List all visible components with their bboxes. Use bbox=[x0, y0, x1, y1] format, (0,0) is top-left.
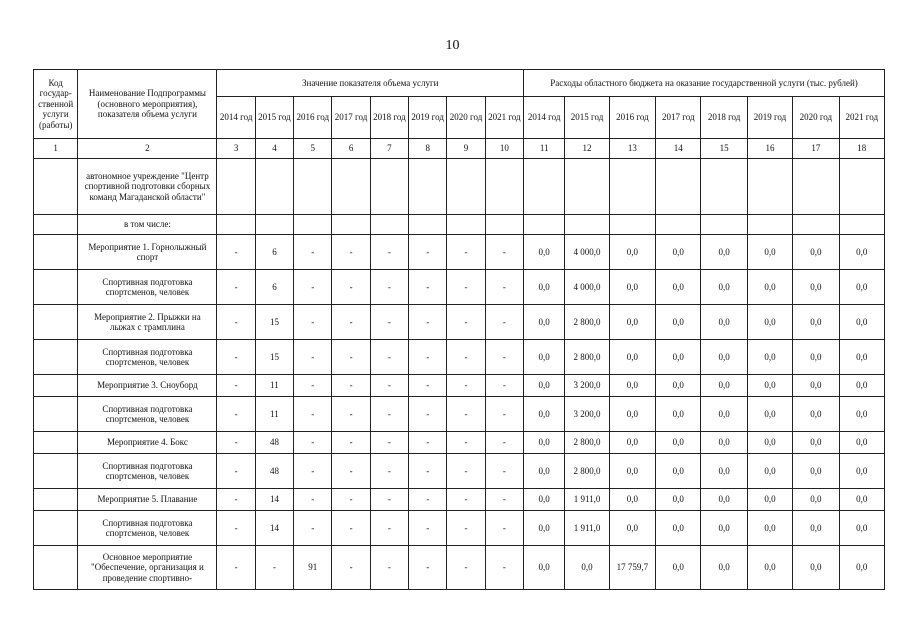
expense-cell: 0,0 bbox=[524, 235, 565, 270]
expense-cell: 0,0 bbox=[747, 305, 792, 340]
column-number: 13 bbox=[609, 139, 655, 159]
header-expense-year: 2015 год bbox=[565, 97, 609, 139]
table-row bbox=[34, 511, 885, 546]
expense-cell: 0,0 bbox=[747, 454, 792, 489]
volume-cell: 6 bbox=[255, 235, 293, 270]
table-header bbox=[34, 70, 885, 159]
expense-cell: 0,0 bbox=[656, 432, 701, 454]
expense-cell: 0,0 bbox=[747, 511, 792, 546]
expense-cell: 0,0 bbox=[701, 489, 747, 511]
table-row bbox=[34, 546, 885, 590]
expense-cell: 0,0 bbox=[701, 546, 747, 590]
expense-cell: 3 200,0 bbox=[565, 375, 609, 397]
table-cell bbox=[255, 159, 293, 215]
volume-cell: - bbox=[294, 340, 332, 375]
volume-cell: - bbox=[485, 235, 523, 270]
table-cell bbox=[332, 159, 370, 215]
column-number: 8 bbox=[409, 139, 447, 159]
table-body bbox=[34, 159, 885, 590]
table-cell bbox=[294, 159, 332, 215]
code-cell bbox=[34, 432, 78, 454]
header-expense-year: 2018 год bbox=[701, 97, 747, 139]
intro-name: автономное учреждение "Центр спортивной подготовки сборных команд Магаданской области" bbox=[78, 159, 217, 215]
expense-cell: 2 800,0 bbox=[565, 305, 609, 340]
expense-cell: 0,0 bbox=[656, 511, 701, 546]
volume-cell: - bbox=[217, 489, 255, 511]
header-volume-year: 2021 год bbox=[485, 97, 523, 139]
expense-cell: 0,0 bbox=[839, 489, 884, 511]
expense-cell: 1 911,0 bbox=[565, 511, 609, 546]
expense-cell: 0,0 bbox=[609, 511, 655, 546]
volume-cell: - bbox=[409, 340, 447, 375]
expense-cell: 0,0 bbox=[609, 375, 655, 397]
expense-cell: 0,0 bbox=[656, 235, 701, 270]
expense-cell: 0,0 bbox=[747, 489, 792, 511]
header-expense-year: 2017 год bbox=[656, 97, 701, 139]
expense-cell: 0,0 bbox=[524, 375, 565, 397]
expense-cell: 0,0 bbox=[565, 546, 609, 590]
volume-cell: - bbox=[447, 235, 485, 270]
volume-cell: - bbox=[217, 432, 255, 454]
expense-cell: 0,0 bbox=[793, 235, 839, 270]
volume-cell: 15 bbox=[255, 340, 293, 375]
volume-cell: - bbox=[332, 305, 370, 340]
column-number: 15 bbox=[701, 139, 747, 159]
expense-cell: 0,0 bbox=[839, 397, 884, 432]
table-row bbox=[34, 397, 885, 432]
volume-cell: - bbox=[217, 546, 255, 590]
expense-cell: 0,0 bbox=[524, 397, 565, 432]
table-cell bbox=[294, 215, 332, 235]
header-volume-year: 2020 год bbox=[447, 97, 485, 139]
expense-cell: 0,0 bbox=[793, 340, 839, 375]
column-number: 6 bbox=[332, 139, 370, 159]
expense-cell: 0,0 bbox=[609, 432, 655, 454]
volume-cell: - bbox=[409, 489, 447, 511]
expense-cell: 0,0 bbox=[524, 454, 565, 489]
column-number: 18 bbox=[839, 139, 884, 159]
expense-cell: 0,0 bbox=[701, 235, 747, 270]
table-cell bbox=[217, 159, 255, 215]
expense-cell: 0,0 bbox=[793, 511, 839, 546]
table-cell bbox=[839, 215, 884, 235]
column-number: 3 bbox=[217, 139, 255, 159]
volume-cell: - bbox=[409, 235, 447, 270]
volume-cell: - bbox=[294, 375, 332, 397]
header-name: Наименование Подпрограммы (основного мероприятия), показателя объема услуги bbox=[78, 70, 217, 139]
expense-cell: 4 000,0 bbox=[565, 235, 609, 270]
volume-cell: - bbox=[447, 489, 485, 511]
column-number: 11 bbox=[524, 139, 565, 159]
expense-cell: 0,0 bbox=[839, 305, 884, 340]
header-volume-year: 2016 год bbox=[294, 97, 332, 139]
volume-cell: - bbox=[409, 397, 447, 432]
expense-cell: 0,0 bbox=[701, 511, 747, 546]
row-name: Спортивная подготовка спортсменов, человек bbox=[78, 397, 217, 432]
volume-cell: - bbox=[485, 375, 523, 397]
table-cell bbox=[34, 159, 78, 215]
table-cell bbox=[485, 215, 523, 235]
volume-cell: - bbox=[409, 375, 447, 397]
expense-cell: 0,0 bbox=[609, 305, 655, 340]
expense-cell: 0,0 bbox=[839, 375, 884, 397]
volume-cell: - bbox=[294, 305, 332, 340]
table-cell bbox=[370, 159, 408, 215]
volume-cell: - bbox=[332, 489, 370, 511]
expense-cell: 0,0 bbox=[747, 432, 792, 454]
expense-cell: 0,0 bbox=[656, 489, 701, 511]
volume-cell: - bbox=[217, 397, 255, 432]
volume-cell: - bbox=[255, 546, 293, 590]
expense-cell: 0,0 bbox=[656, 454, 701, 489]
volume-cell: - bbox=[370, 432, 408, 454]
volume-cell: - bbox=[485, 511, 523, 546]
column-number: 16 bbox=[747, 139, 792, 159]
volume-cell: - bbox=[485, 432, 523, 454]
header-volume-year: 2014 год bbox=[217, 97, 255, 139]
expense-cell: 0,0 bbox=[656, 270, 701, 305]
expense-cell: 0,0 bbox=[793, 546, 839, 590]
expense-cell: 0,0 bbox=[609, 340, 655, 375]
expense-cell: 0,0 bbox=[656, 546, 701, 590]
expense-cell: 0,0 bbox=[609, 235, 655, 270]
table-cell bbox=[370, 215, 408, 235]
expense-cell: 0,0 bbox=[839, 546, 884, 590]
header-expense-year: 2020 год bbox=[793, 97, 839, 139]
volume-cell: - bbox=[217, 270, 255, 305]
expense-cell: 0,0 bbox=[839, 454, 884, 489]
expense-cell: 0,0 bbox=[747, 546, 792, 590]
expense-cell: 0,0 bbox=[793, 375, 839, 397]
row-name: Мероприятие 5. Плавание bbox=[78, 489, 217, 511]
volume-cell: - bbox=[447, 305, 485, 340]
volume-cell: - bbox=[485, 340, 523, 375]
expense-cell: 0,0 bbox=[524, 270, 565, 305]
expense-cell: 3 200,0 bbox=[565, 397, 609, 432]
table-cell bbox=[747, 159, 792, 215]
volume-cell: - bbox=[217, 375, 255, 397]
volume-cell: - bbox=[294, 432, 332, 454]
table-cell bbox=[609, 215, 655, 235]
volume-cell: 14 bbox=[255, 511, 293, 546]
volume-cell: - bbox=[485, 305, 523, 340]
table-cell bbox=[485, 159, 523, 215]
volume-cell: - bbox=[485, 454, 523, 489]
expense-cell: 0,0 bbox=[793, 454, 839, 489]
volume-cell: 14 bbox=[255, 489, 293, 511]
volume-cell: - bbox=[294, 489, 332, 511]
table-cell bbox=[409, 159, 447, 215]
table-cell bbox=[255, 215, 293, 235]
expense-cell: 0,0 bbox=[524, 546, 565, 590]
table-cell bbox=[565, 215, 609, 235]
table-cell bbox=[447, 215, 485, 235]
table-row bbox=[34, 305, 885, 340]
expense-cell: 0,0 bbox=[793, 305, 839, 340]
volume-cell: - bbox=[447, 397, 485, 432]
header-volume-group: Значение показателя объема услуги bbox=[217, 70, 524, 97]
volume-cell: - bbox=[294, 511, 332, 546]
row-name: Мероприятие 1. Горнолыжный спорт bbox=[78, 235, 217, 270]
table-row bbox=[34, 375, 885, 397]
volume-cell: - bbox=[370, 375, 408, 397]
table-cell bbox=[565, 159, 609, 215]
volume-cell: - bbox=[332, 546, 370, 590]
header-volume-year: 2017 год bbox=[332, 97, 370, 139]
volume-cell: 15 bbox=[255, 305, 293, 340]
including-row bbox=[34, 215, 885, 235]
volume-cell: - bbox=[409, 270, 447, 305]
volume-cell: - bbox=[447, 511, 485, 546]
expense-cell: 0,0 bbox=[793, 489, 839, 511]
volume-cell: - bbox=[447, 270, 485, 305]
volume-cell: - bbox=[217, 235, 255, 270]
row-name: Спортивная подготовка спортсменов, человек bbox=[78, 340, 217, 375]
code-cell bbox=[34, 375, 78, 397]
table-cell bbox=[701, 215, 747, 235]
expense-cell: 0,0 bbox=[747, 340, 792, 375]
volume-cell: - bbox=[217, 340, 255, 375]
expense-cell: 2 800,0 bbox=[565, 340, 609, 375]
expense-cell: 0,0 bbox=[524, 340, 565, 375]
row-name: Мероприятие 3. Сноуборд bbox=[78, 375, 217, 397]
budget-table bbox=[33, 69, 885, 590]
expense-cell: 0,0 bbox=[701, 375, 747, 397]
column-number: 7 bbox=[370, 139, 408, 159]
volume-cell: - bbox=[370, 397, 408, 432]
volume-cell: - bbox=[409, 511, 447, 546]
column-number: 9 bbox=[447, 139, 485, 159]
table-row bbox=[34, 340, 885, 375]
volume-cell: - bbox=[332, 397, 370, 432]
volume-cell: - bbox=[370, 270, 408, 305]
volume-cell: - bbox=[447, 546, 485, 590]
column-number: 2 bbox=[78, 139, 217, 159]
volume-cell: - bbox=[447, 432, 485, 454]
volume-cell: - bbox=[294, 454, 332, 489]
expense-cell: 0,0 bbox=[747, 397, 792, 432]
code-cell bbox=[34, 340, 78, 375]
expense-cell: 0,0 bbox=[701, 340, 747, 375]
table-cell bbox=[524, 159, 565, 215]
column-number: 5 bbox=[294, 139, 332, 159]
expense-cell: 0,0 bbox=[839, 511, 884, 546]
table-cell bbox=[656, 159, 701, 215]
table-cell bbox=[447, 159, 485, 215]
header-expense-year: 2019 год bbox=[747, 97, 792, 139]
page-number: 10 bbox=[445, 38, 460, 53]
header-column-numbers-row bbox=[34, 139, 885, 159]
expense-cell: 0,0 bbox=[524, 305, 565, 340]
volume-cell: - bbox=[332, 375, 370, 397]
table-cell bbox=[839, 159, 884, 215]
expense-cell: 0,0 bbox=[609, 454, 655, 489]
expense-cell: 0,0 bbox=[656, 397, 701, 432]
volume-cell: - bbox=[485, 546, 523, 590]
volume-cell: - bbox=[447, 454, 485, 489]
table-cell bbox=[747, 215, 792, 235]
volume-cell: - bbox=[294, 397, 332, 432]
expense-cell: 0,0 bbox=[656, 375, 701, 397]
expense-cell: 0,0 bbox=[747, 375, 792, 397]
volume-cell: 48 bbox=[255, 454, 293, 489]
volume-cell: - bbox=[485, 397, 523, 432]
expense-cell: 0,0 bbox=[839, 432, 884, 454]
expense-cell: 0,0 bbox=[524, 432, 565, 454]
header-volume-year: 2018 год bbox=[370, 97, 408, 139]
table-cell bbox=[524, 215, 565, 235]
table-cell bbox=[409, 215, 447, 235]
expense-cell: 0,0 bbox=[747, 270, 792, 305]
volume-cell: 6 bbox=[255, 270, 293, 305]
row-name: Спортивная подготовка спортсменов, человек bbox=[78, 270, 217, 305]
volume-cell: 11 bbox=[255, 375, 293, 397]
volume-cell: - bbox=[332, 454, 370, 489]
expense-cell: 0,0 bbox=[701, 270, 747, 305]
column-number: 10 bbox=[485, 139, 523, 159]
header-expense-year: 2021 год bbox=[839, 97, 884, 139]
expense-cell: 0,0 bbox=[793, 270, 839, 305]
volume-cell: - bbox=[217, 305, 255, 340]
expense-cell: 0,0 bbox=[656, 340, 701, 375]
volume-cell: - bbox=[370, 489, 408, 511]
table-row bbox=[34, 235, 885, 270]
volume-cell: - bbox=[447, 340, 485, 375]
volume-cell: - bbox=[332, 432, 370, 454]
volume-cell: - bbox=[217, 511, 255, 546]
expense-cell: 4 000,0 bbox=[565, 270, 609, 305]
table-row bbox=[34, 432, 885, 454]
table-cell bbox=[332, 215, 370, 235]
row-name: Основное мероприятие "Обеспечение, организация и проведение спортивно- bbox=[78, 546, 217, 590]
volume-cell: - bbox=[409, 305, 447, 340]
expense-cell: 2 800,0 bbox=[565, 432, 609, 454]
header-expense-year: 2016 год bbox=[609, 97, 655, 139]
expense-cell: 0,0 bbox=[524, 489, 565, 511]
table-cell bbox=[793, 215, 839, 235]
column-number: 1 bbox=[34, 139, 78, 159]
volume-cell: - bbox=[332, 270, 370, 305]
header-volume-year: 2015 год bbox=[255, 97, 293, 139]
expense-cell: 0,0 bbox=[747, 235, 792, 270]
column-number: 14 bbox=[656, 139, 701, 159]
expense-cell: 0,0 bbox=[839, 270, 884, 305]
expense-cell: 0,0 bbox=[701, 432, 747, 454]
row-name: Спортивная подготовка спортсменов, человек bbox=[78, 454, 217, 489]
table-cell bbox=[217, 215, 255, 235]
expense-cell: 0,0 bbox=[609, 270, 655, 305]
table-cell bbox=[609, 159, 655, 215]
table-row bbox=[34, 270, 885, 305]
expense-cell: 0,0 bbox=[524, 511, 565, 546]
including-label: в том числе: bbox=[78, 215, 217, 235]
volume-cell: - bbox=[409, 546, 447, 590]
table-cell bbox=[701, 159, 747, 215]
volume-cell: - bbox=[485, 489, 523, 511]
volume-cell: - bbox=[370, 546, 408, 590]
row-name: Мероприятие 2. Прыжки на лыжах с трамплина bbox=[78, 305, 217, 340]
header-expense-group: Расходы областного бюджета на оказание государственной услуги (тыс. рублей) bbox=[524, 70, 885, 97]
column-number: 17 bbox=[793, 139, 839, 159]
volume-cell: - bbox=[370, 454, 408, 489]
code-cell bbox=[34, 235, 78, 270]
column-number: 12 bbox=[565, 139, 609, 159]
expense-cell: 0,0 bbox=[793, 432, 839, 454]
expense-cell: 0,0 bbox=[793, 397, 839, 432]
code-cell bbox=[34, 546, 78, 590]
code-cell bbox=[34, 511, 78, 546]
table-cell bbox=[793, 159, 839, 215]
column-number: 4 bbox=[255, 139, 293, 159]
expense-cell: 0,0 bbox=[701, 305, 747, 340]
expense-cell: 0,0 bbox=[839, 235, 884, 270]
volume-cell: - bbox=[370, 305, 408, 340]
expense-cell: 17 759,7 bbox=[609, 546, 655, 590]
volume-cell: - bbox=[217, 454, 255, 489]
volume-cell: - bbox=[409, 432, 447, 454]
volume-cell: - bbox=[332, 340, 370, 375]
volume-cell: - bbox=[294, 270, 332, 305]
volume-cell: - bbox=[370, 340, 408, 375]
table-row bbox=[34, 489, 885, 511]
expense-cell: 0,0 bbox=[701, 397, 747, 432]
code-cell bbox=[34, 305, 78, 340]
volume-cell: 91 bbox=[294, 546, 332, 590]
row-name: Спортивная подготовка спортсменов, человек bbox=[78, 511, 217, 546]
header-volume-year: 2019 год bbox=[409, 97, 447, 139]
expense-cell: 0,0 bbox=[656, 305, 701, 340]
code-cell bbox=[34, 397, 78, 432]
expense-cell: 2 800,0 bbox=[565, 454, 609, 489]
volume-cell: - bbox=[332, 235, 370, 270]
table-cell bbox=[34, 215, 78, 235]
code-cell bbox=[34, 270, 78, 305]
expense-cell: 1 911,0 bbox=[565, 489, 609, 511]
expense-cell: 0,0 bbox=[609, 397, 655, 432]
volume-cell: - bbox=[447, 375, 485, 397]
code-cell bbox=[34, 489, 78, 511]
expense-cell: 0,0 bbox=[839, 340, 884, 375]
volume-cell: - bbox=[409, 454, 447, 489]
volume-cell: - bbox=[370, 511, 408, 546]
volume-cell: - bbox=[485, 270, 523, 305]
volume-cell: - bbox=[370, 235, 408, 270]
expense-cell: 0,0 bbox=[701, 454, 747, 489]
header-code: Код государ-ственной услуги (работы) bbox=[34, 70, 78, 139]
table-row bbox=[34, 454, 885, 489]
code-cell bbox=[34, 454, 78, 489]
volume-cell: 48 bbox=[255, 432, 293, 454]
expense-cell: 0,0 bbox=[609, 489, 655, 511]
intro-row bbox=[34, 159, 885, 215]
header-expense-year: 2014 год bbox=[524, 97, 565, 139]
volume-cell: - bbox=[294, 235, 332, 270]
row-name: Мероприятие 4. Бокс bbox=[78, 432, 217, 454]
table-cell bbox=[656, 215, 701, 235]
volume-cell: - bbox=[332, 511, 370, 546]
volume-cell: 11 bbox=[255, 397, 293, 432]
